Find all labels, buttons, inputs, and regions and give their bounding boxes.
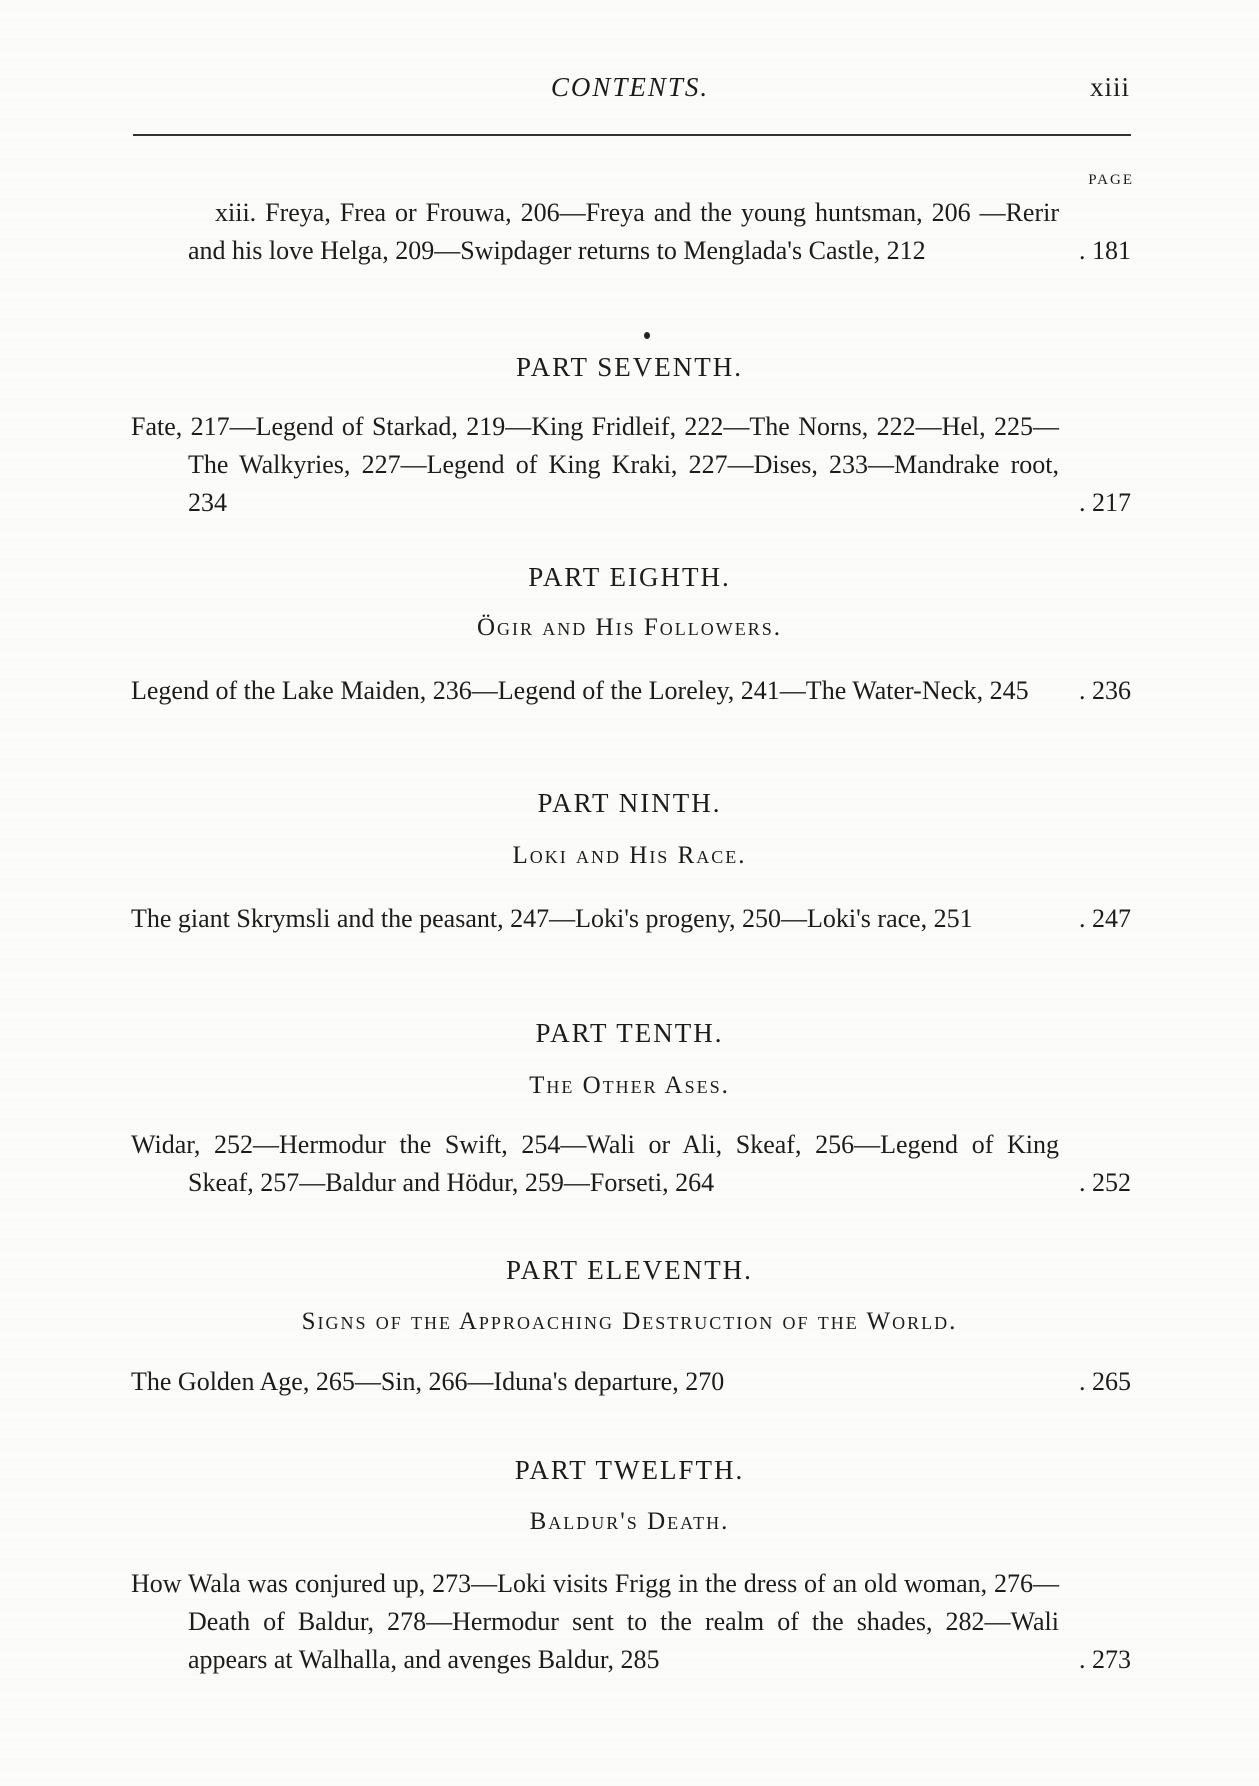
toc-entry-page: . 236 (1079, 676, 1131, 705)
toc-entry-page: . 217 (1079, 488, 1131, 517)
part-eighth-title: PART EIGHTH. (528, 562, 731, 592)
toc-entry-text: xiii. Freya, Frea or Frouwa, 206—Freya and the young huntsman, 206 —Rerir and his love Helga, 209—Swipdager returns to Menglada's Castle, 212 (188, 198, 1059, 265)
stray-ink-dot (644, 332, 650, 339)
part-seventh-title: PART SEVENTH. (516, 352, 743, 382)
toc-entry-text: The giant Skrymsli and the peasant, 247—Loki's progeny, 250—Loki's race, 251 (131, 904, 973, 933)
toc-entry-text: Fate, 217—Legend of Starkad, 219—King Fridleif, 222—The Norns, 222—Hel, 225—The Walkyries, 227—Legend of King Kraki, 227—Dises, 233—Mandrake root, 234 (131, 412, 1059, 517)
toc-entry-page: . 273 (1079, 1645, 1131, 1674)
page-column-label: PAGE (1088, 172, 1134, 188)
toc-entry-page: . 247 (1079, 904, 1131, 933)
part-ninth-title: PART NINTH. (537, 788, 722, 818)
toc-entry-part-eighth (131, 672, 1131, 710)
toc-entry-text: The Golden Age, 265—Sin, 266—Iduna's departure, 270 (131, 1367, 725, 1396)
toc-entry-part-ninth (131, 900, 1131, 938)
part-eleventh-subtitle: Signs of the Approaching Destruction of the World. (301, 1308, 958, 1335)
part-twelfth-subtitle: Baldur's Death. (529, 1508, 730, 1535)
running-head (130, 72, 1130, 112)
toc-entry-page: . 252 (1079, 1168, 1131, 1197)
running-title: CONTENTS. (550, 72, 710, 102)
header-rule (133, 134, 1131, 136)
part-tenth-subtitle: The Other Ases. (529, 1072, 730, 1099)
toc-entry-part-seventh (131, 408, 1131, 522)
toc-entry-part-tenth (131, 1126, 1131, 1202)
toc-entry-part-twelfth (131, 1565, 1131, 1679)
toc-entry-page: . 265 (1079, 1367, 1131, 1396)
toc-entry-freya (131, 194, 1131, 270)
page-number: xiii (1089, 72, 1130, 102)
part-eighth-subtitle: Ögir and His Followers. (476, 614, 782, 641)
toc-entry-text: How Wala was conjured up, 273—Loki visits Frigg in the dress of an old woman, 276—Death of Baldur, 278—Hermodur sent to the realm of the shades, 282—Wali appears at Walhalla, and avenges Baldur, 285 (131, 1569, 1059, 1674)
part-tenth-title: PART TENTH. (535, 1018, 724, 1048)
toc-entry-page: . 181 (1079, 236, 1131, 265)
part-eleventh-title: PART ELEVENTH. (506, 1255, 753, 1285)
part-ninth-subtitle: Loki and His Race. (512, 842, 747, 869)
part-twelfth-title: PART TWELFTH. (514, 1455, 745, 1485)
toc-entry-text: Widar, 252—Hermodur the Swift, 254—Wali or Ali, Skeaf, 256—Legend of King Skeaf, 257—Baldur and Hödur, 259—Forseti, 264 (131, 1130, 1059, 1197)
toc-entry-text: Legend of the Lake Maiden, 236—Legend of the Loreley, 241—The Water-Neck, 245 (131, 676, 1029, 705)
toc-entry-part-eleventh (131, 1363, 1131, 1401)
